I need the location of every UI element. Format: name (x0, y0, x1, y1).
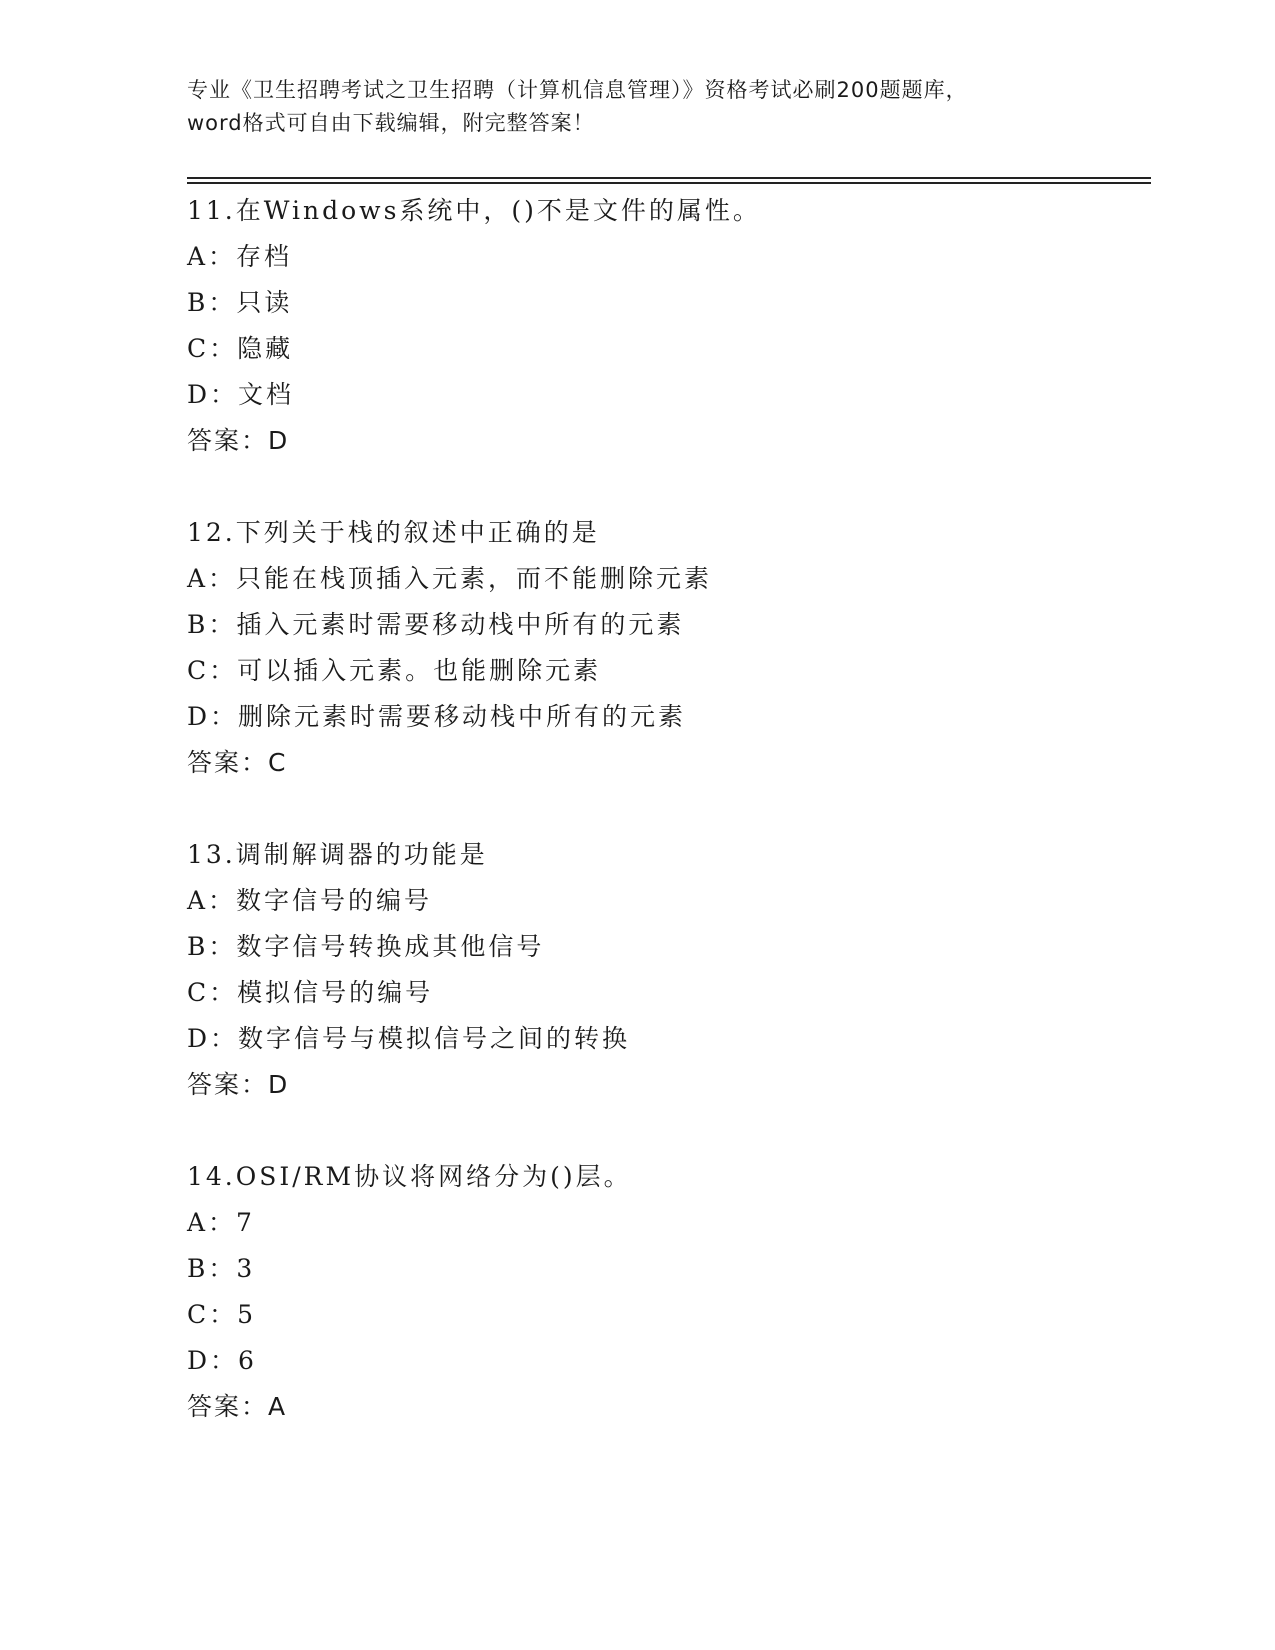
option-a: A：存档 (187, 242, 293, 271)
question-11 (187, 188, 1147, 464)
answer: 答案：C (187, 748, 288, 777)
question-12 (187, 510, 1147, 786)
answer: 答案：D (187, 1070, 290, 1099)
question-13 (187, 832, 1147, 1108)
question-stem: 12.下列关于栈的叙述中正确的是 (187, 518, 600, 547)
option-a: A：7 (187, 1208, 255, 1237)
option-c: C：模拟信号的编号 (187, 978, 434, 1007)
option-c: C：隐藏 (187, 334, 294, 363)
option-a: A：只能在栈顶插入元素，而不能删除元素 (187, 564, 713, 593)
answer: 答案：A (187, 1392, 288, 1421)
option-d: D：文档 (187, 380, 295, 409)
question-stem: 13.调制解调器的功能是 (187, 840, 488, 869)
question-list (187, 188, 1147, 1476)
option-b: B：数字信号转换成其他信号 (187, 932, 545, 961)
option-d: D：删除元素时需要移动栈中所有的元素 (187, 702, 687, 731)
option-d: D：数字信号与模拟信号之间的转换 (187, 1024, 631, 1053)
option-b: B：只读 (187, 288, 293, 317)
option-c: C：可以插入元素。也能删除元素 (187, 656, 602, 685)
answer: 答案：D (187, 426, 290, 455)
option-b: B：插入元素时需要移动栈中所有的元素 (187, 610, 685, 639)
option-d: D：6 (187, 1346, 257, 1375)
header-divider-bottom (187, 182, 1151, 184)
document-header (187, 74, 1087, 140)
header-divider-top (187, 177, 1151, 179)
option-a: A：数字信号的编号 (187, 886, 433, 915)
option-b: B：3 (187, 1254, 256, 1283)
question-stem: 11.在Windows系统中，()不是文件的属性。 (187, 196, 761, 225)
header-line-1: 专业《卫生招聘考试之卫生招聘（计算机信息管理）》资格考试必刷200题题库， (187, 78, 968, 102)
question-stem: 14.OSI/RM协议将网络分为()层。 (187, 1162, 632, 1191)
header-line-2: word格式可自由下载编辑，附完整答案！ (187, 111, 595, 135)
option-c: C：5 (187, 1300, 257, 1329)
question-14 (187, 1154, 1147, 1430)
